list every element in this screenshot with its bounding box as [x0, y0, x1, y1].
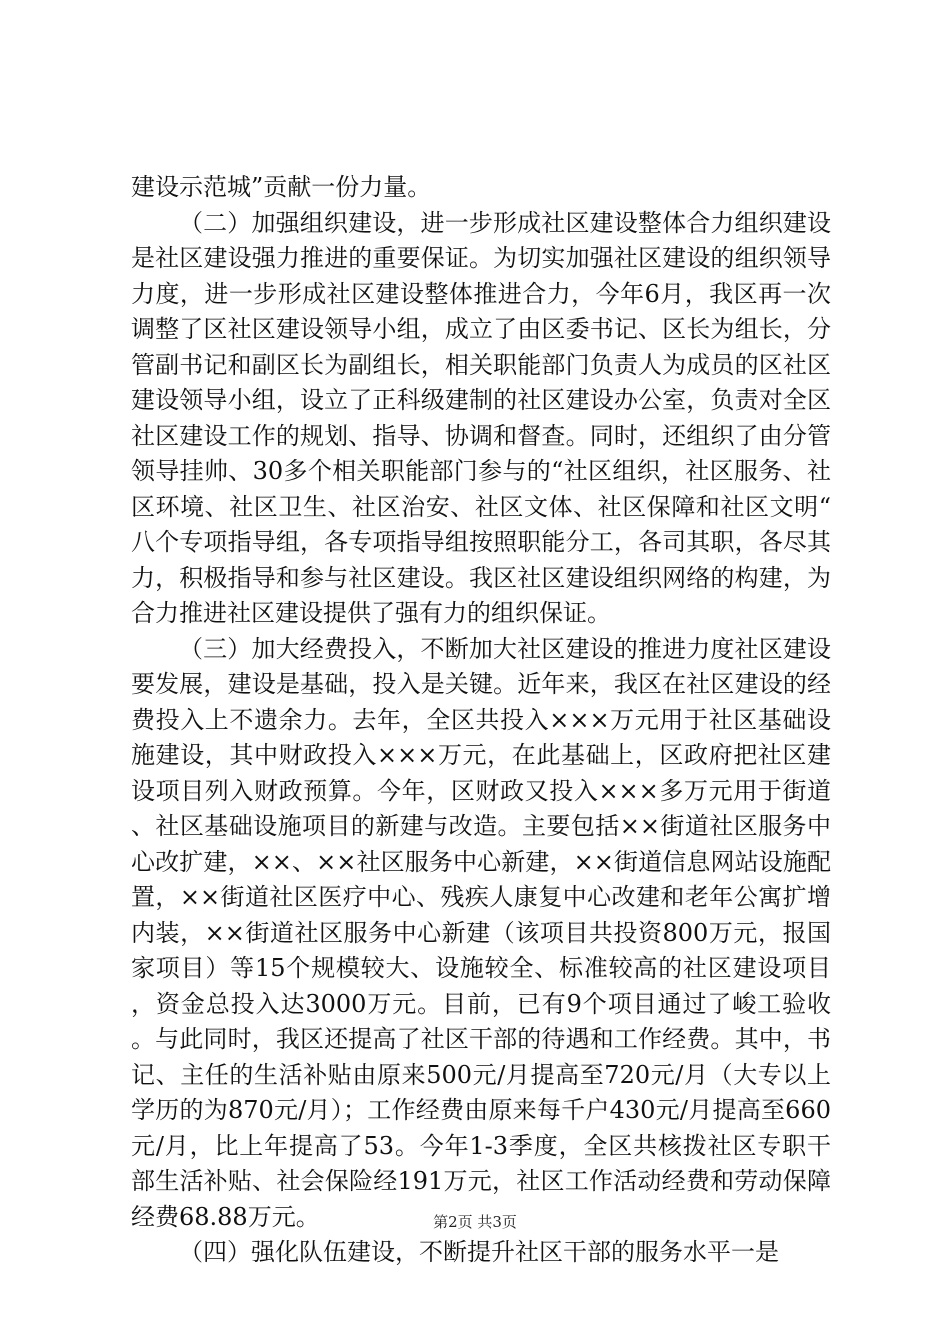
document-body	[131, 170, 831, 1271]
paragraph-3: （三）加大经费投入，不断加大社区建设的推进力度社区建设要发展，建设是基础，投入是关键。近年来，我区在社区建设的经费投入上不遗余力。去年，全区共投入×××万元用于社区基础设施建设，其中财政投入×××万元，在此基础上，区政府把社区建设项目列入财政预算。今年，区财政又投入×××多万元用于街道、社区基础设施项目的新建与改造。主要包括××街道社区服务中心改扩建，××、××社区服务中心新建，××街道信息网站设施配置，××街道社区医疗中心、残疾人康复中心改建和老年公寓扩增内装，××街道社区服务中心新建（该项目共投资800万元，报国家项目）等15个规模较大、设施较全、标准较高的社区建设项目，资金总投入达3000万元。目前，已有9个项目通过了峻工验收。与此同时，我区还提高了社区干部的待遇和工作经费。其中，书记、主任的生活补贴由原来500元/月提高至720元/月（大专以上学历的为870元/月）；工作经费由原来每千户430元/月提高至660元/月，比上年提高了53。今年1-3季度，全区共核拨社区专职干部生活补贴、社会保险经191万元，社区工作活动经费和劳动保障经费68.88万元。	[131, 634, 831, 1231]
paragraph-2: （二）加强组织建设，进一步形成社区建设整体合力组织建设是社区建设强力推进的重要保证。为切实加强社区建设的组织领导力度，进一步形成社区建设整体推进合力，今年6月，我区再一次调整了区社区建设领导小组，成立了由区委书记、区长为组长，分管副书记和副区长为副组长，相关职能部门负责人为成员的区社区建设领导小组，设立了正科级建制的社区建设办公室，负责对全区社区建设工作的规划、指导、协调和督查。同时，还组织了由分管领导挂帅、30多个相关职能部门参与的“社区组织，社区服务、社区环境、社区卫生、社区治安、社区文体、社区保障和社区文明“八个专项指导组，各专项指导组按照职能分工，各司其职，各尽其力，积极指导和参与社区建设。我区社区建设组织网络的构建，为合力推进社区建设提供了强有力的组织保证。	[131, 208, 831, 627]
paragraph-1: 建设示范城”贡献一份力量。	[131, 173, 432, 201]
paragraph-4: （四）强化队伍建设，不断提升社区干部的服务水平一是	[179, 1238, 779, 1266]
page-footer: 第2页 共3页	[433, 1213, 517, 1231]
